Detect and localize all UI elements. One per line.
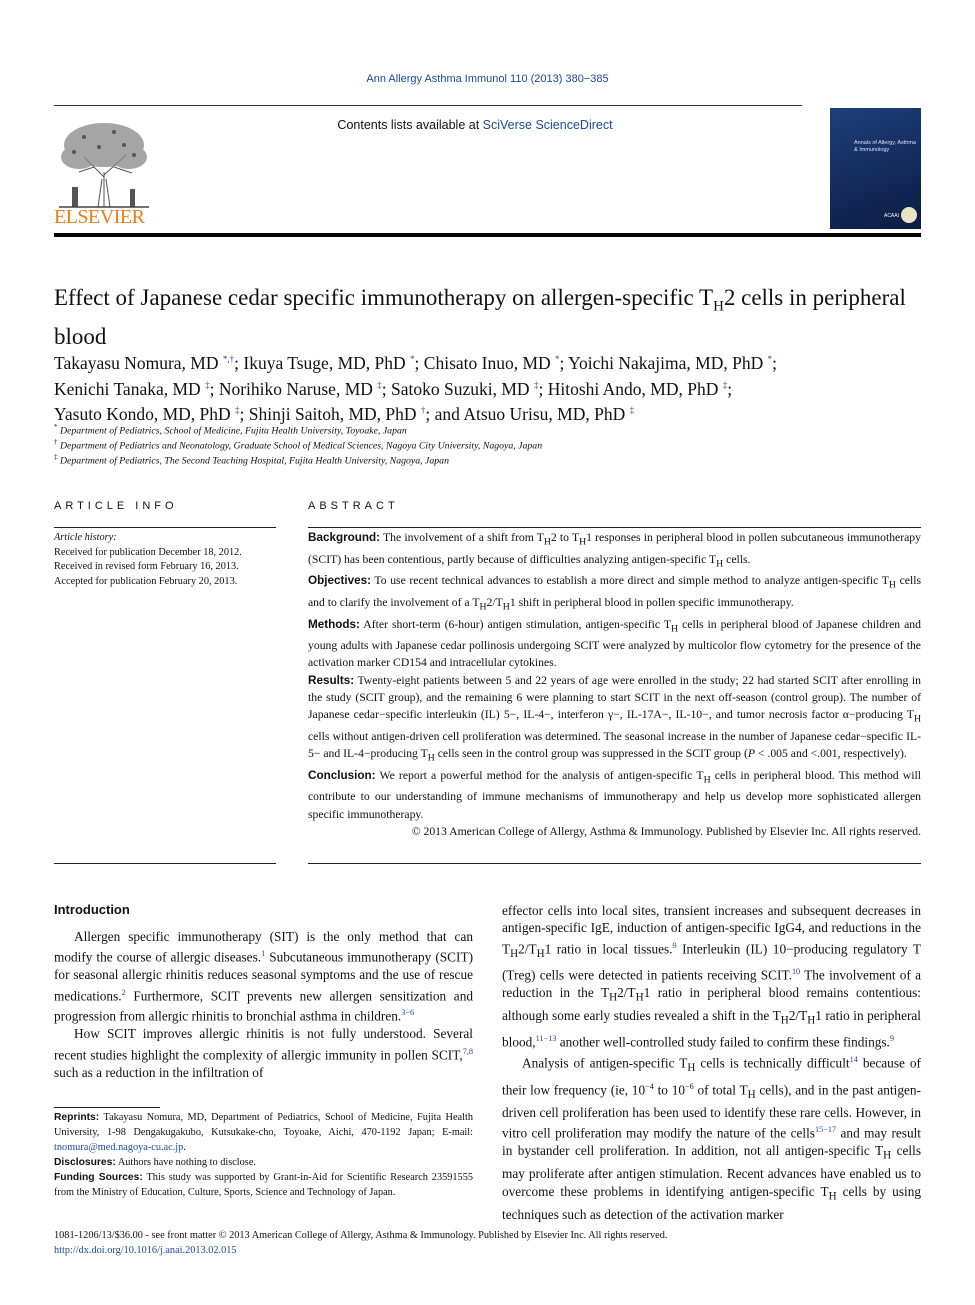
elsevier-logo-text: ELSEVIER <box>54 206 145 228</box>
sciencedirect-link[interactable]: SciVerse ScienceDirect <box>482 118 613 132</box>
abstract-results: Results: Twenty-eight patients between 5 and 22 years of age were enrolled in the study; 22 had started SCIT after enrolling in the study (SCIT group), and the remaining 6 were planning to start SCIT in the next off-season (control group). The number of Japanese cedar−specific interleukin (IL) 5−, IL-4−, interferon γ−, IL-17A−, IL-10−, and tumor necrosis factor α−producing $T_H$ cells without antigen-driven cell proliferation was determined. The seasonal increase in the number of Japanese cedar−specific IL-5− and IL-4−producing $T_H$ cells seen in the control group was suppressed in the SCIT group (P < .005 and <.001, respectively). <box>308 673 921 764</box>
author: Takayasu Nomura, MD *,†; <box>54 352 244 373</box>
doi-link[interactable]: http://dx.doi.org/10.1016/j.anai.2013.02.015 <box>54 1245 237 1256</box>
author: Yasuto Kondo, MD, PhD ‡; <box>54 404 249 425</box>
abstract-heading: ABSTRACT <box>308 500 399 512</box>
author: Atsuo Urisu, MD, PhD ‡ <box>463 404 635 425</box>
author: Norihiko Naruse, MD ‡; <box>218 378 392 399</box>
affiliation: ‡ Department of Pediatrics, The Second Teaching Hospital, Fujita Health University, Nagoya, Japan <box>54 453 449 467</box>
journal-cover-thumbnail[interactable] <box>830 108 921 229</box>
affiliation: † Department of Pediatrics and Neonatology, Graduate School of Medical Sciences, Nagoya City University, Nagoya, Japan <box>54 438 543 452</box>
disclosures-note: Disclosures: Authors have nothing to disclose. <box>54 1157 256 1168</box>
author: Hitoshi Ando, MD, PhD ‡; <box>547 378 733 399</box>
abstract-conclusion: Conclusion: We report a powerful method for the analysis of antigen-specific $T_H$ cells in peripheral blood. This method will contribute to our understanding of immune mechanisms of immunotherapy and help us develop more sophisticated allergen specific immunotherapy. <box>308 768 921 821</box>
author: Chisato Inuo, MD *; <box>423 352 569 373</box>
author: Shinji Saitoh, MD, PhD †; and <box>248 404 464 425</box>
abstract-background: Background: The involvement of a shift from $T_H2$ to $T_H1$ responses in peripheral blood in pollen subcutaneous immunotherapy (SCIT) has been contentious, partly because of difficulties analyzing antigen-specific $T_H$ cells. <box>308 531 921 569</box>
title-part-2: 2 cells in peripheral blood <box>54 285 906 349</box>
article-info-rule <box>54 527 276 528</box>
title-part-1: Effect of Japanese cedar specific immunotherapy on allergen-specific T <box>54 285 714 310</box>
intro-paragraph: Analysis of antigen-specific $T_H$ cells is technically difficult$^{14}$ because of their low frequency (ie, $10^{-4}$ to $10^{-6}$ of total $T_H$ cells), and in the past antigen-driven cell proliferation has been used to identify these rare cells. However, in vitro cell proliferation may modify the nature of the cells$^{15-17}$ and may result in bystander cell proliferation. In addition, not all antigen-specific $T_H$ cells may proliferate after antigen stimulation. Recent advances have enabled us to overcome these problems in identifying antigen-specific $T_H$ cells by using techniques such as detection of the activation marker <box>502 1055 921 1222</box>
history-label: Article history: <box>54 532 117 543</box>
intro-column-right <box>502 902 921 1223</box>
author-list <box>54 348 924 425</box>
author: Kenichi Tanaka, MD ‡; <box>54 378 219 399</box>
intro-paragraph: Allergen specific immunotherapy (SIT) is the only method that can modify the course of allergic diseases.$^1$ Subcutaneous immunotherapy (SCIT) for seasonal allergic rhinitis reduces seasonal symptoms and the use of rescue medications.$^2$ Furthermore, SCIT prevents new allergen sensitization and progression from allergic rhinitis to bronchial asthma in children.$^{3-6}$ <box>54 929 473 1024</box>
accepted-date: Accepted for publication February 20, 2013. <box>54 576 238 588</box>
journal-reference[interactable]: Ann Allergy Asthma Immunol 110 (2013) 380−385 <box>366 73 609 85</box>
abstract-copyright: © 2013 American College of Allergy, Asthma & Immunology. Published by Elsevier Inc. All rights reserved. <box>411 825 921 839</box>
abstract-bottom-rule <box>308 863 921 864</box>
issn-line: 1081-1206/13/$36.00 - see front matter © 2013 American College of Allergy, Asthma & Immunology. Published by Elsevier Inc. All rights reserved. <box>54 1230 668 1241</box>
header-rule <box>54 105 802 106</box>
article-info-heading: ARTICLE INFO <box>54 500 178 512</box>
author: Ikuya Tsuge, MD, PhD *; <box>243 352 424 373</box>
revised-date: Received in revised form February 16, 2013. <box>54 561 239 573</box>
received-date: Received for publication December 18, 2012. <box>54 546 242 558</box>
funding-note: Funding Sources: This study was supported by Grant-in-Aid for Scientific Research 23591555 from the Ministry of Education, Culture, Sports, Science and Technology of Japan. <box>54 1172 473 1198</box>
intro-paragraph: How SCIT improves allergic rhinitis is not fully understood. Several recent studies highlight the complexity of allergic immunity in pollen SCIT,$^{7,8}$ such as a reduction in the infiltration of <box>54 1026 473 1080</box>
elsevier-tree-logo <box>54 117 154 210</box>
author: Yoichi Nakajima, MD, PhD *; <box>568 352 777 373</box>
intro-column-left <box>54 928 473 1081</box>
cover-title: Annals of Allergy, Asthma & Immunology <box>854 140 916 153</box>
bottom-meta <box>54 1228 924 1258</box>
email-link[interactable]: tnomura@med.nagoya-cu.ac.jp <box>54 1142 184 1153</box>
article-title <box>54 283 924 351</box>
footnotes <box>54 1110 473 1200</box>
affiliation: * Department of Pediatrics, School of Medicine, Fujita Health University, Toyoake, Japan <box>54 423 407 437</box>
article-info-bottom-rule <box>54 863 276 864</box>
cover-badge-text: ACAAI <box>883 213 899 219</box>
intro-paragraph: effector cells into local sites, transient increases and subsequent decreases in antigen-specific IgE, induction of antigen-specific IgG4, and reductions in the $T_H2/T_H1$ ratio in local tissues.$^9$ Interleukin (IL) 10−producing regulatory T (Treg) cells were detected in patients receiving SCIT.$^{10}$ The involvement of a reduction in the $T_H2/T_H1$ ratio in peripheral blood remains contentious: although some early studies revealed a shift in the $T_H2/T_H1$ ratio in peripheral blood,$^{11-13}$ another well-controlled study failed to confirm these findings.$^9$ <box>502 903 921 1050</box>
article-history <box>54 531 276 590</box>
title-subscript: H <box>713 298 724 315</box>
footnote-rule <box>54 1107 160 1108</box>
abstract-objectives: Objectives: To use recent technical advances to establish a more direct and simple method to analyze antigen-specific $T_H$ cells and to clarify the involvement of a $T_H2/T_H1$ shift in peripheral blood in pollen specific immunotherapy. <box>308 574 921 613</box>
contents-line <box>160 118 790 132</box>
abstract-body <box>308 529 921 840</box>
contents-prefix: Contents lists available at <box>337 118 483 132</box>
masthead-rule <box>54 233 921 237</box>
reprints-note: Reprints: Takayasu Nomura, MD, Department of Pediatrics, School of Medicine, Fujita Health University, 1-98 Dengakugakubo, Kutsukake-cho, Toyoake, Aichi, 470-1192 Japan; E-mail: tnomura@med.nagoya-cu.ac.jp. <box>54 1112 473 1153</box>
acaai-seal-icon <box>901 207 917 223</box>
author: Satoko Suzuki, MD ‡; <box>391 378 548 399</box>
abstract-methods: Methods: After short-term (6-hour) antigen stimulation, antigen-specific $T_H$ cells in peripheral blood of Japanese children and young adults with Japanese cedar pollinosis undergoing SCIT were analyzed by multicolor flow cytometry for the presence of the activation marker CD154 and intracellular cytokines. <box>308 617 921 670</box>
abstract-rule <box>308 527 921 528</box>
introduction-heading: Introduction <box>54 902 130 917</box>
